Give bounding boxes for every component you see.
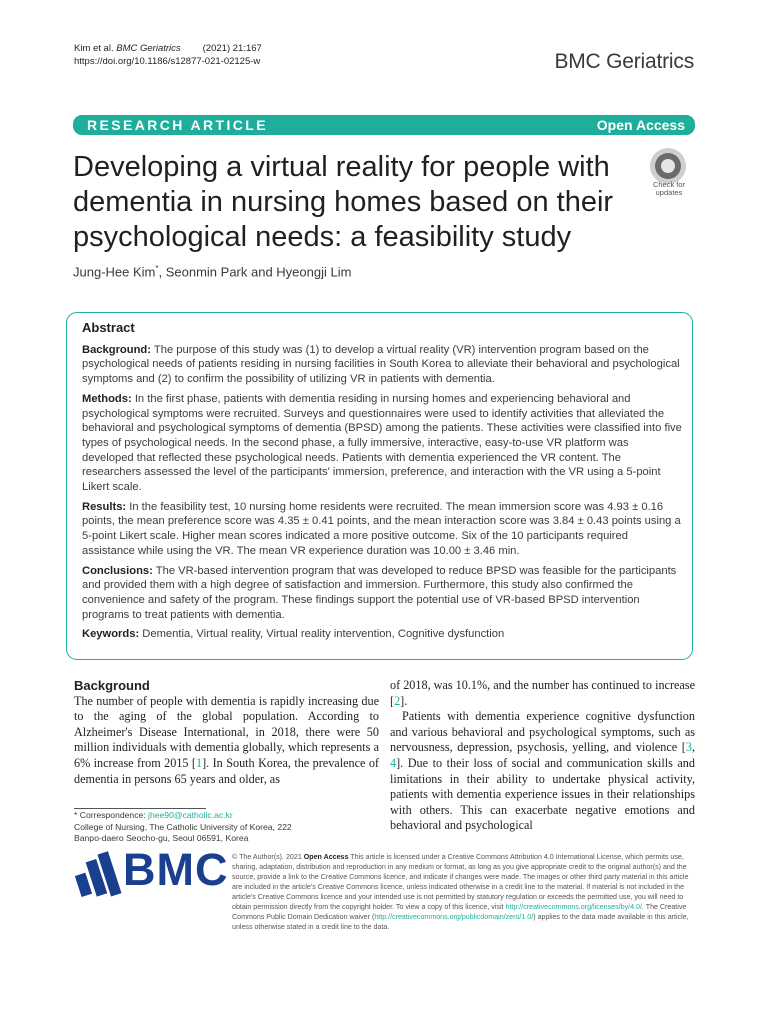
body-text: Patients with dementia experience cognitive dysfunction and various behavioral and psychological symptoms, such as nervousness, depression, psychosis, yelling, and violence [ xyxy=(390,709,695,755)
other-authors: , Seonmin Park and Hyeongji Lim xyxy=(158,264,352,280)
abstract-keywords xyxy=(82,627,682,642)
license-text: This article is licensed under a Creative Commons Attribution 4.0 International License, which permits use, sharing, adaptation, distribution and reproduction in any medium or format, as long as you give appropriate credit to the original author(s) and the source, provide a link to the Creative Commons licence, and indicate if changes were made. The images or other third party material in this article are included in the article's Creative Commons licence, unless indicated otherwise in a credit line to the material. If material is not included in the article's Creative Commons licence and your intended use is not permitted by statutory regulation or exceeds the permitted use, you will need to obtain permission directly from the copyright holder. To view a copy of this licence, visit xyxy=(232,853,689,911)
correspondence-email[interactable]: jhee90@catholic.ac.kr xyxy=(148,810,233,820)
background-text: The purpose of this study was (1) to develop a virtual reality (VR) intervention program based on the psychological needs of patients residing in nursing facilities in South Korea to alleviate their behavioral and psychological symptoms and (2) to confirm the possibility of utilizing VR in patients with dementia. xyxy=(82,343,680,386)
journal-brand: BMC Geriatrics xyxy=(554,50,694,73)
methods-text: In the first phase, patients with dementia residing in nursing homes and experiencing behavioral and psychological symptoms were recruited. Surveys and questionnaires were used to identify activities that alleviated the behavioral and psychological symptoms of dementia (BPSD) among the patients. These activities were classified into five types of psychological needs. In the second phase, a fully immersive, interactive, easy-to-use VR platform was developed that reflected these psychological needs. Patients with dementia experienced the VR content. The researchers assessed the level of the participants' immersion, preference, and interaction with the VR using a 5-point Likert scale. xyxy=(82,392,682,494)
conclusions-text: The VR-based intervention program that was developed to reduce BPSD was feasible for the participants and provided them with a high degree of satisfaction and immersion. Furthermore, this study also confirmed the convenience and safety of the program. These findings support the potential use of VR-based BPSD intervention programs to treat patients with dementia. xyxy=(82,564,677,621)
check-updates-label xyxy=(642,181,696,197)
body-text: of 2018, was 10.1%, and the number has continued to increase [ xyxy=(390,678,695,708)
author-affiliation: College of Nursing, The Catholic University of Korea, 222 Banpo-daero Seocho-gu, Seoul 06591, Korea xyxy=(74,821,292,844)
keywords-text: Dementia, Virtual reality, Virtual reality intervention, Cognitive dysfunction xyxy=(139,628,505,641)
abstract-methods xyxy=(82,392,682,495)
article-type-banner xyxy=(73,115,695,135)
body-text: ]. In South Korea, the prevalence of dementia in persons 65 years and older, as xyxy=(74,755,379,786)
body-paragraph xyxy=(390,709,695,834)
article-title: Developing a virtual reality for people with dementia in nursing homes based on their psychological needs: a feasibility study xyxy=(73,151,614,253)
citation-link[interactable]: 2 xyxy=(394,693,401,708)
citation-link[interactable]: 1 xyxy=(196,755,203,770)
abstract-results xyxy=(82,500,682,559)
keywords-label: Keywords: xyxy=(82,628,140,641)
check-updates-line2: updates xyxy=(655,188,683,197)
methods-label: Methods: xyxy=(82,392,132,405)
corresponding-author[interactable]: Jung-Hee Kim xyxy=(73,264,156,280)
open-access-bold: Open Access xyxy=(303,853,349,861)
citation-header xyxy=(74,42,262,68)
results-text: In the feasibility test, 10 nursing home residents were recruited. The mean immersion score was 4.93 ± 0.16 points, the mean preference score was 4.35 ± 0.41 points, and the mean interaction score was 3.84 ± 0.43 points using a 5-point Likert scale. Higher mean scores indicated a more positive outcome. Six of the 10 participants required assistance while using the VR. The mean VR experience duration was 10.00 ± 3.46 min. xyxy=(82,500,681,557)
citation-link[interactable]: 3 xyxy=(685,740,692,755)
year-volume: (2021) 21:167 xyxy=(202,43,262,54)
abstract-box xyxy=(66,312,693,660)
doi-link[interactable]: https://doi.org/10.1186/s12877-021-02125-w xyxy=(74,56,261,67)
corresponding-mark: * xyxy=(155,264,159,273)
abstract-heading: Abstract xyxy=(82,320,135,335)
journal-name: BMC Geriatrics xyxy=(116,43,181,54)
check-for-updates-badge[interactable] xyxy=(642,148,696,200)
cc-by-license-link[interactable]: http://creativecommons.org/licenses/by/4.0/ xyxy=(505,903,642,911)
citation-link[interactable]: 4 xyxy=(390,755,397,770)
body-paragraph xyxy=(390,678,695,709)
body-text: ]. xyxy=(400,693,408,708)
body-text: The number of people with dementia is rapidly increasing due to the aging of the global population. According to Alzheimer's Disease International, in 2018, there were 50 million individuals with dementia globally, which represents a 6% increase from 2015 [ xyxy=(74,693,379,770)
footnote-rule xyxy=(74,808,206,809)
body-right-column xyxy=(390,678,695,834)
correspondence-footnote xyxy=(74,810,304,845)
background-label: Background: xyxy=(82,343,151,356)
license-text: . The Creative Commons Public Domain Dedication waiver ( xyxy=(232,903,687,921)
abstract-background xyxy=(82,343,682,387)
conclusions-label: Conclusions: xyxy=(82,564,153,577)
copyright-lead: © The Author(s). 2021 xyxy=(232,853,304,861)
bmc-logo-text: BMC xyxy=(123,844,229,895)
article-type-label: RESEARCH ARTICLE xyxy=(87,117,268,133)
open-access-label: Open Access xyxy=(596,117,685,133)
author-list xyxy=(73,264,351,279)
correspondence-label: * Correspondence: xyxy=(74,810,149,820)
cc-zero-waiver-link[interactable]: http://creativecommons.org/publicdomain/zero/1.0/ xyxy=(374,913,534,921)
abstract-conclusions xyxy=(82,564,682,623)
body-left-column xyxy=(74,678,379,787)
author-short: Kim et al. xyxy=(74,43,114,54)
results-label: Results: xyxy=(82,500,127,513)
license-text: ) applies to the data made available in this article, unless otherwise stated in a credit line to the data. xyxy=(232,913,689,931)
body-text: ]. Due to their loss of social and communication skills and limitations in their ability to undertake physical activity, patients with dementia experience issues in their relationships with others. This can exacerbate negative emotions and behavioral and psychological xyxy=(390,755,695,833)
check-updates-icon-core xyxy=(661,159,675,173)
citation-separator: , xyxy=(691,740,695,755)
license-statement xyxy=(232,852,697,932)
check-updates-line1: Check for xyxy=(652,180,686,189)
section-heading-background: Background xyxy=(74,678,150,693)
body-paragraph xyxy=(74,694,379,788)
